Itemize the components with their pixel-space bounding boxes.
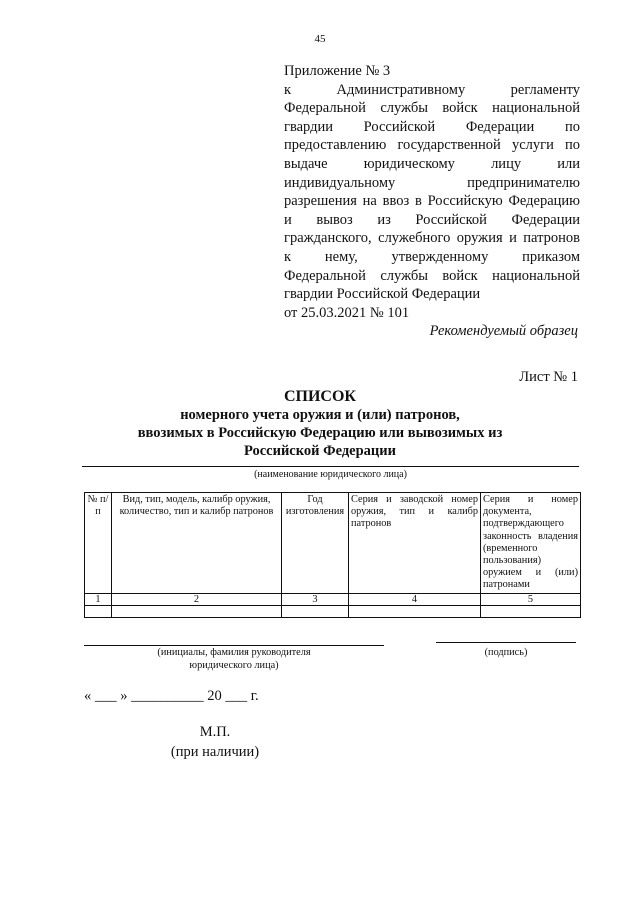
- appendix-line: Федеральной службы войск национальной: [284, 100, 580, 117]
- table-row: [85, 605, 581, 617]
- header-weapon-type: Вид, тип, модель, калибр оружия, количество, тип и калибр патронов: [112, 493, 282, 594]
- weapons-table: [84, 492, 581, 618]
- stamp-note: (при наличии): [170, 744, 260, 760]
- table-row: [85, 593, 581, 605]
- appendix-line: индивидуальному предпринимателю: [284, 174, 580, 191]
- appendix-line: гвардии Российской Федерации: [284, 286, 481, 303]
- head-name-line: [84, 645, 384, 646]
- document-title: [0, 387, 640, 460]
- table-cell: [282, 605, 349, 617]
- signature-line: [436, 642, 576, 643]
- title-main: СПИСОК: [283, 388, 357, 405]
- date-line: « ___ » __________ 20 ___ г.: [84, 688, 259, 704]
- appendix-line: выдаче юридическому лицу или: [284, 155, 580, 172]
- stamp-placeholder: [140, 722, 290, 762]
- table-cell: [85, 605, 112, 617]
- column-number: 5: [481, 593, 581, 605]
- title-sub-line: номерного учета оружия и (или) патронов,: [180, 407, 460, 423]
- column-number: 2: [112, 593, 282, 605]
- head-caption-line: (инициалы, фамилия руководителя: [157, 647, 311, 658]
- header-document: Серия и номер документа, подтверждающего законность владения (временного пользования) оружием и (или) патронами: [481, 493, 581, 594]
- org-name-caption: (наименование юридического лица): [254, 469, 407, 480]
- head-caption-line: юридического лица): [189, 659, 279, 671]
- header-number: № п/п: [85, 493, 112, 594]
- appendix-line: предоставлению государственной услуги по: [284, 137, 580, 154]
- column-number: 3: [282, 593, 349, 605]
- head-name-caption: [84, 647, 384, 672]
- table-cell: [481, 605, 581, 617]
- column-number: 1: [85, 593, 112, 605]
- org-name-line: [82, 466, 579, 467]
- appendix-line: гражданского, служебного оружия и патронов: [284, 230, 580, 247]
- recommended-sample-label: Рекомендуемый образец: [429, 323, 578, 339]
- page-number: 45: [314, 33, 326, 45]
- appendix-line: к Административному регламенту: [284, 81, 580, 98]
- table-cell: [112, 605, 282, 617]
- header-year: Год изготовления: [282, 493, 349, 594]
- appendix-line: гвардии Российской Федерации по: [284, 118, 580, 135]
- appendix-block: [284, 62, 580, 322]
- appendix-line: Приложение № 3: [284, 63, 391, 79]
- table-cell: [349, 605, 481, 617]
- appendix-line: разрешения на ввоз в Российскую Федерацию: [284, 193, 580, 210]
- stamp-label: М.П.: [199, 724, 231, 740]
- appendix-line: и вывоз из Российской Федерации: [284, 211, 580, 228]
- column-number: 4: [349, 593, 481, 605]
- appendix-line: к нему, утвержденному приказом: [284, 248, 580, 265]
- table-header-row: [85, 493, 581, 594]
- header-serial-number: Серия и заводской номер оружия, тип и калибр патронов: [349, 493, 481, 594]
- appendix-line: Федеральной службы войск национальной: [284, 267, 580, 284]
- appendix-line: от 25.03.2021 № 101: [284, 304, 410, 321]
- title-sub-line: ввозимых в Российскую Федерацию или вывозимых из: [137, 424, 503, 441]
- title-sub-line: Российской Федерации: [243, 442, 396, 459]
- signature-caption: (подпись): [484, 647, 528, 658]
- sheet-number: Лист № 1: [519, 369, 578, 385]
